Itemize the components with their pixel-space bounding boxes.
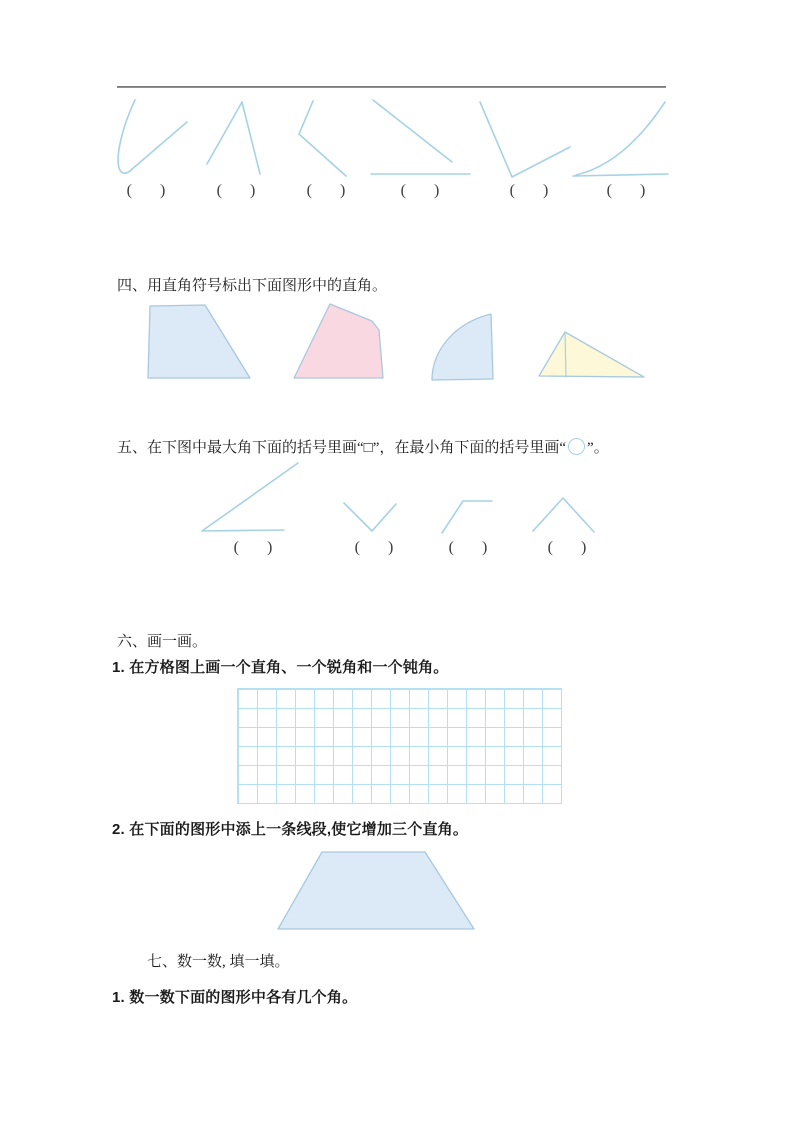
angle-figure-obtuse-top [438, 497, 496, 537]
answer-bracket: ( ) [547, 539, 587, 556]
angle-figure-narrow-acute [203, 98, 265, 178]
answer-bracket: ( ) [126, 182, 166, 199]
angle-figure-wide-v [477, 98, 572, 180]
section-divider-rule [117, 86, 666, 88]
drawing-grid [237, 688, 562, 804]
section-six-heading: 六、画一画。 [117, 634, 208, 650]
shape-quarter-circle-blue [429, 311, 496, 382]
section-five-heading [117, 438, 677, 458]
heading-text-part2: ”。 [587, 440, 609, 456]
answer-bracket: ( ) [233, 539, 273, 556]
angle-figure-acute [197, 459, 303, 535]
answer-bracket: ( ) [216, 182, 256, 199]
shape-triangle-altitude-yellow [536, 329, 648, 380]
circle-icon [568, 438, 585, 455]
answer-bracket: ( ) [400, 182, 440, 199]
shape-quadrilateral-pink [291, 301, 386, 381]
answer-bracket: ( ) [509, 182, 549, 199]
angle-figure-curved-check [113, 97, 191, 177]
section-seven-heading: 七、数一数, 填一填。 [147, 954, 290, 970]
figure-disconnected-lines [368, 97, 472, 177]
figure-curve-and-line [571, 98, 671, 178]
angle-figure-v-down [340, 499, 400, 537]
answer-bracket: ( ) [306, 182, 346, 199]
section-six-item1: 1. 在方格图上画一个直角、一个锐角和一个钝角。 [112, 659, 449, 676]
section-seven-item1: 1. 数一数下面的图形中各有几个角。 [112, 989, 358, 1006]
answer-bracket: ( ) [448, 539, 488, 556]
angle-figure-inverted-v [529, 494, 598, 536]
section-four-heading: 四、用直角符号标出下面图形中的直角。 [117, 278, 388, 294]
answer-bracket: ( ) [606, 182, 646, 199]
section-six-item2: 2. 在下面的图形中添上一条线段,使它增加三个直角。 [112, 821, 469, 838]
angle-figure-bent-open [294, 97, 350, 179]
shape-right-trapezoid-blue [146, 303, 253, 381]
shape-trapezoid-blue [276, 850, 478, 932]
answer-bracket: ( ) [354, 539, 394, 556]
heading-text-part1: 五、在下图中最大角下面的括号里画“□”，在最小角下面的括号里画“ [117, 440, 567, 456]
